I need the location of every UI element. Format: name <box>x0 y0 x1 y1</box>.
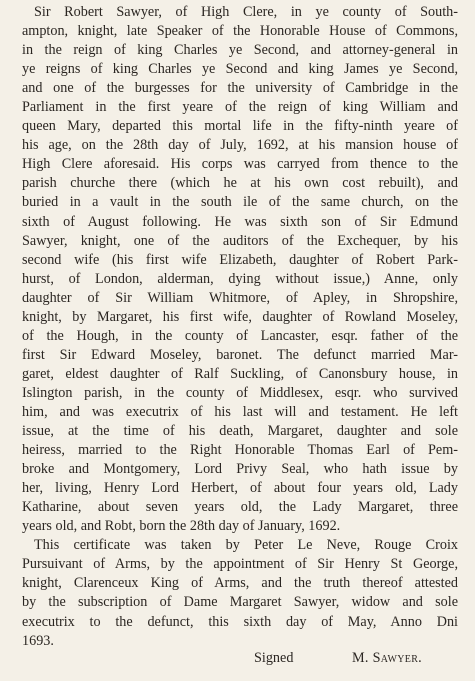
paragraph-main-line: ye reigns of king Charles ye Second and king James ye Second, <box>22 61 458 78</box>
paragraph-main-line: garet, eldest daughter of Ralf Suckling, of Canonsbury house, in <box>22 365 458 382</box>
paragraph-main-line: his age, on the 28th day of July, 1692, at his mansion house of <box>22 137 458 154</box>
paragraph-main-line: in the reign of king Charles ye Second, and attorney-general in <box>22 42 458 59</box>
paragraph-certificate-line: knight, Clarenceux King of Arms, and the truth thereof attested <box>22 575 458 592</box>
paragraph-main-line: knight, by Margaret, his first wife, daughter of Rowland Moseley, <box>22 308 458 325</box>
paragraph-main-line: and one of the burgesses for the university of Cambridge in the <box>22 80 458 97</box>
paragraph-certificate-line: This certificate was taken by Peter Le Neve, Rouge Croix <box>34 537 458 554</box>
paragraph-main-line: him, and was executrix of his last will and testament. He left <box>22 403 458 420</box>
paragraph-main-line: Katharine, about seven years old, the Lady Margaret, three <box>22 499 458 516</box>
paragraph-main-line: Parliament in the first yeare of the reign of king William and <box>22 99 458 116</box>
signature-line <box>0 650 475 672</box>
signed-label: Signed <box>254 650 294 666</box>
paragraph-main-line: heiress, married to the Right Honorable Thomas Earl of Pem- <box>22 442 458 459</box>
paragraph-main-line: Islington parish, in the county of Middlesex, esqr. who survived <box>22 384 458 401</box>
paragraph-main-line: ampton, knight, late Speaker of the Honorable House of Commons, <box>22 23 458 40</box>
paragraph-main-line: hurst, of London, alderman, dying without issue,) Anne, only <box>22 270 458 287</box>
paragraph-main-line: buried in a vault in the south ile of the same church, on the <box>22 194 458 211</box>
paragraph-main-line: issue, at the time of his death, Margaret, daughter and sole <box>22 423 458 440</box>
paragraph-main-line: second wife (his first wife Elizabeth, daughter of Robert Park- <box>22 251 458 268</box>
paragraph-main-line: daughter of Sir William Whitmore, of Apley, in Shropshire, <box>22 289 458 306</box>
paragraph-certificate-line: by the subscription of Dame Margaret Sawyer, widow and sole <box>22 594 458 611</box>
paragraph-main-line: sixth of August following. He was sixth son of Sir Edmund <box>22 213 458 230</box>
paragraph-main-line: of the Hough, in the county of Lancaster, esqr. father of the <box>22 327 458 344</box>
certificate-text <box>22 3 458 651</box>
paragraph-main-line: broke and Montgomery, Lord Privy Seal, who hath issue by <box>22 461 458 478</box>
paragraph-main <box>22 3 458 536</box>
paragraph-certificate-line: 1693. <box>22 632 54 649</box>
paragraph-certificate-line: executrix to the defunct, this sixth day of May, Anno Dni <box>22 613 458 630</box>
paragraph-main-line: High Clere aforesaid. His corps was carryed from thence to the <box>22 156 458 173</box>
paragraph-certificate-line: Pursuivant of Arms, by the appointment of Sir Henry St George, <box>22 556 458 573</box>
paragraph-main-line: Sir Robert Sawyer, of High Clere, in ye county of South- <box>34 4 458 20</box>
paragraph-main-line: first Sir Edward Moseley, baronet. The defunct married Mar- <box>22 346 458 363</box>
paragraph-certificate <box>22 536 458 650</box>
signer-name: M. Sawyer. <box>352 650 423 666</box>
paragraph-main-line: parish churche there (which he at his own cost rebuilt), and <box>22 175 458 192</box>
paragraph-main-line: queen Mary, departed this mortal life in the fifty-ninth yeare of <box>22 118 458 135</box>
paragraph-main-line: Sawyer, knight, one of the auditors of the Exchequer, by his <box>22 232 458 249</box>
paragraph-main-line: years old, and Robt, born the 28th day of January, 1692. <box>22 518 341 535</box>
paragraph-main-line: her, living, Henry Lord Herbert, of about four years old, Lady <box>22 480 458 497</box>
